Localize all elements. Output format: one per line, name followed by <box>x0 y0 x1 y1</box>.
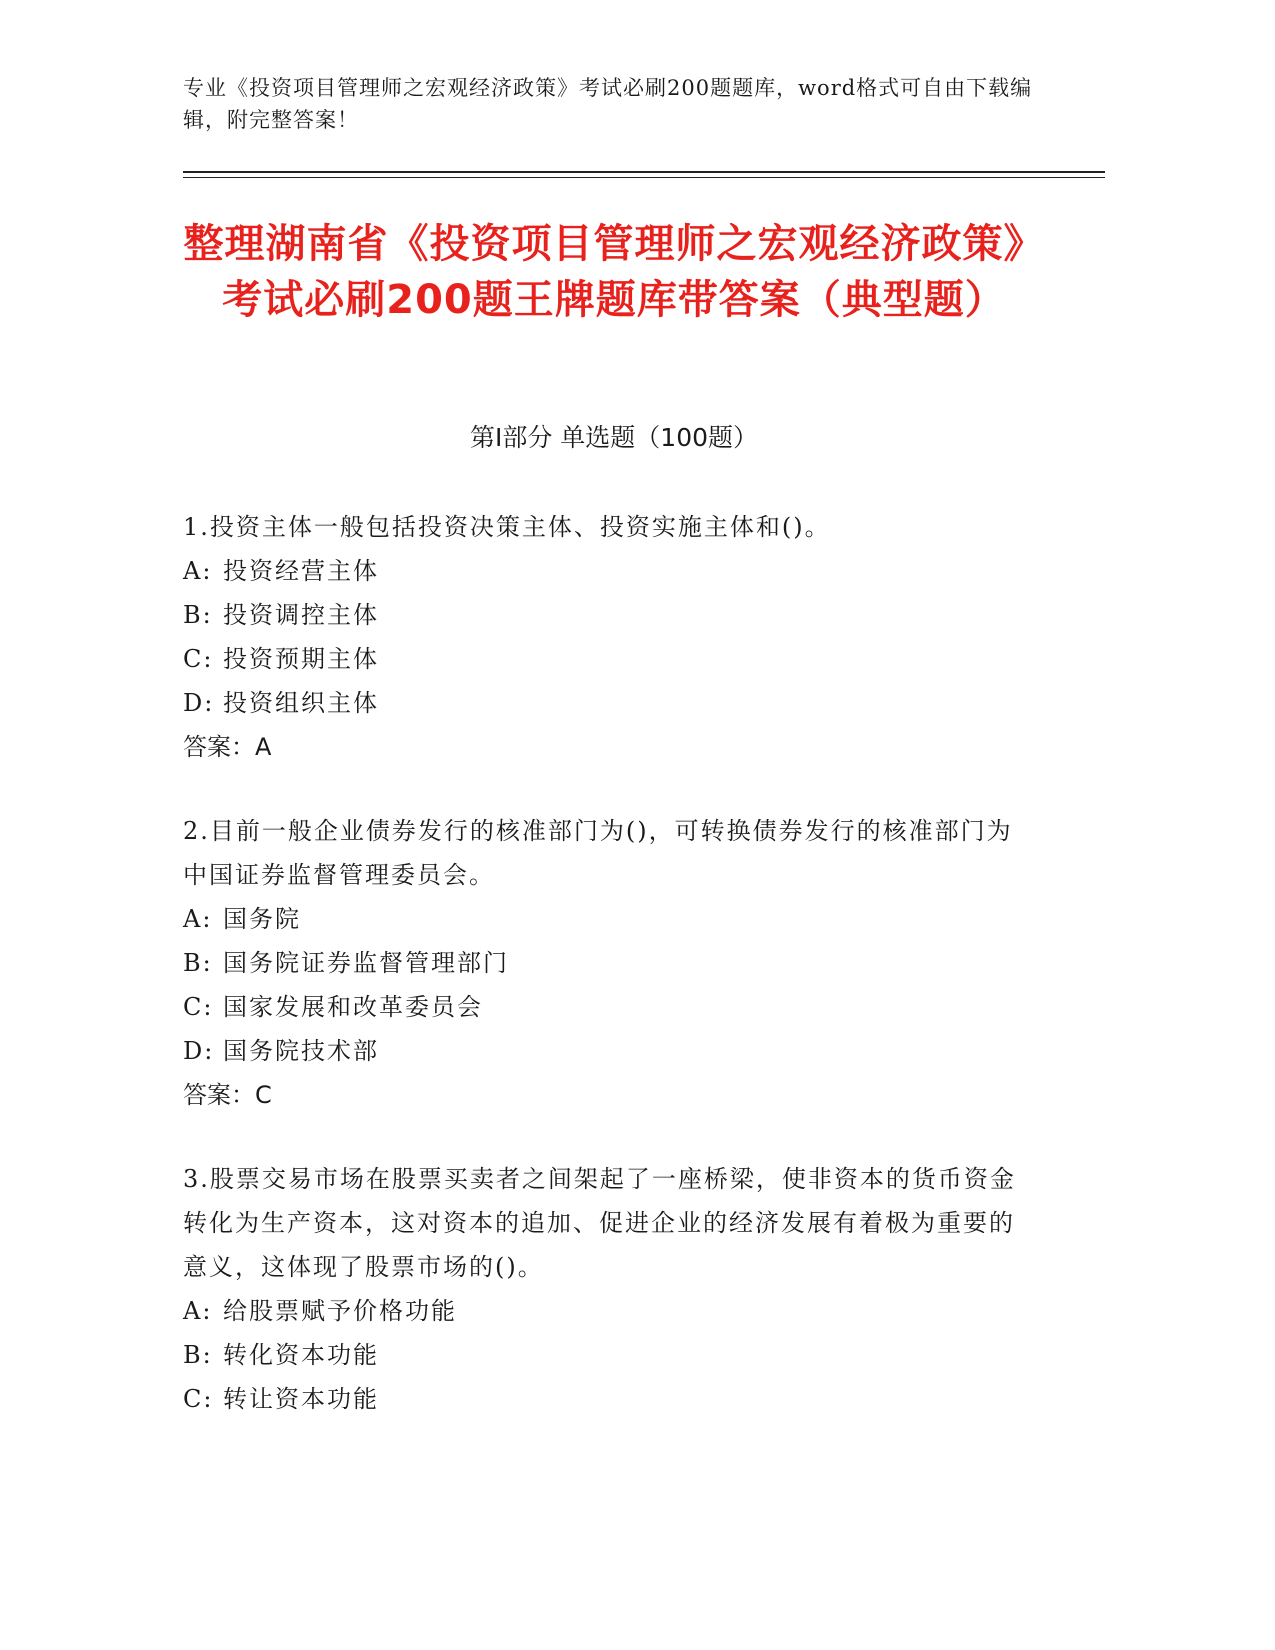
question-stem: 1.投资主体一般包括投资决策主体、投资实施主体和()。 <box>183 513 831 541</box>
option-text: 投资组织主体 <box>223 689 379 717</box>
option-key: D: <box>183 689 215 717</box>
option-text: 国务院证券监督管理部门 <box>223 949 509 977</box>
option-key: A: <box>183 905 213 933</box>
section-title: 第Ⅰ部分 单选题（100题） <box>469 423 759 452</box>
option-text: 投资经营主体 <box>223 557 379 585</box>
option-b <box>183 941 1033 985</box>
header-divider-thick <box>183 171 1105 173</box>
option-text: 国务院技术部 <box>223 1037 379 1065</box>
option-text: 投资调控主体 <box>223 601 379 629</box>
question-3 <box>183 1157 1033 1421</box>
option-text: 投资预期主体 <box>223 645 379 673</box>
question-answer: 答案：A <box>183 733 272 761</box>
document-title: 整理湖南省《投资项目管理师之宏观经济政策》考试必刷200题王牌题库带答案（典型题） <box>183 221 1045 323</box>
option-b <box>183 1333 1033 1377</box>
option-key: B: <box>183 1341 213 1369</box>
header-divider-thin <box>183 177 1105 178</box>
option-text: 给股票赋予价格功能 <box>223 1297 457 1325</box>
option-text: 国务院 <box>223 905 301 933</box>
option-d <box>183 1029 1033 1073</box>
option-key: C: <box>183 645 214 673</box>
option-key: D: <box>183 1037 215 1065</box>
option-a <box>183 549 1033 593</box>
option-a <box>183 897 1033 941</box>
option-key: B: <box>183 601 213 629</box>
option-c <box>183 637 1033 681</box>
option-c <box>183 985 1033 1029</box>
option-key: A: <box>183 1297 213 1325</box>
question-answer: 答案：C <box>183 1081 272 1109</box>
option-c <box>183 1377 1033 1421</box>
option-text: 转让资本功能 <box>223 1385 379 1413</box>
option-text: 转化资本功能 <box>223 1341 379 1369</box>
option-key: B: <box>183 949 213 977</box>
option-key: A: <box>183 557 213 585</box>
header-note: 专业《投资项目管理师之宏观经济政策》考试必刷200题题库，word格式可自由下载编辑，附完整答案！ <box>183 76 1033 132</box>
option-key: C: <box>183 993 214 1021</box>
question-stem: 3.股票交易市场在股票买卖者之间架起了一座桥梁，使非资本的货币资金转化为生产资本，这对资本的追加、促进企业的经济发展有着极为重要的意义，这体现了股票市场的()。 <box>183 1165 1016 1281</box>
question-list <box>183 505 1033 1461</box>
option-d <box>183 681 1033 725</box>
question-2 <box>183 809 1033 1117</box>
question-1 <box>183 505 1033 769</box>
option-text: 国家发展和改革委员会 <box>223 993 483 1021</box>
question-stem: 2.目前一般企业债券发行的核准部门为()，可转换债券发行的核准部门为中国证券监督管理委员会。 <box>183 817 1013 889</box>
option-b <box>183 593 1033 637</box>
option-key: C: <box>183 1385 214 1413</box>
option-a <box>183 1289 1033 1333</box>
